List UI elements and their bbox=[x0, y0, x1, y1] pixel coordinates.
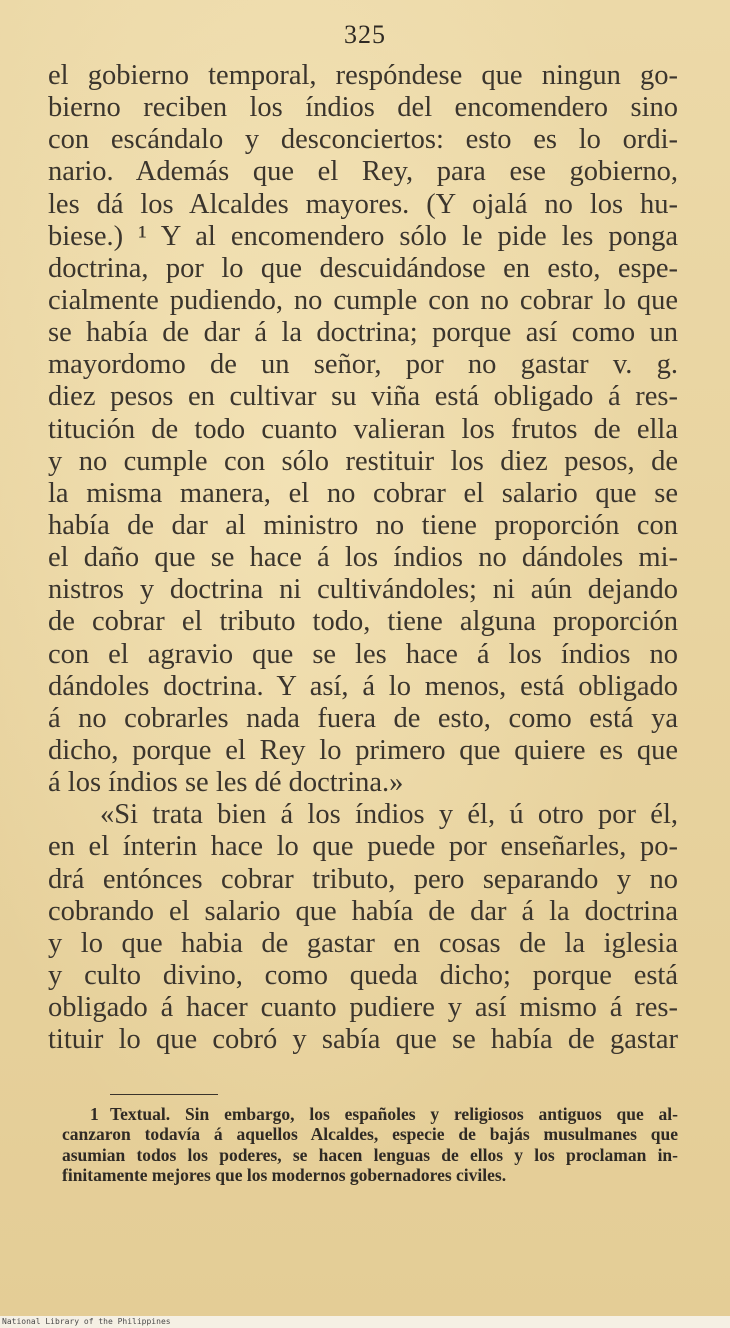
library-watermark: National Library of the Philippines bbox=[0, 1316, 730, 1328]
paragraph-end-line: á los índios se les dé doctrina.» bbox=[48, 767, 404, 799]
text-line: nario. Además que el Rey, para ese gobierno, bbox=[48, 156, 678, 188]
text-line: biese.) ¹ Y al encomendero sólo le pide les ponga bbox=[48, 220, 678, 252]
footnote-line: asumian todos los poderes, se hacen lenguas de ellos y los proclaman in- bbox=[62, 1144, 678, 1165]
text-line: bierno reciben los índios del encomendero sino bbox=[48, 92, 678, 124]
text-line: doctrina, por lo que descuidándose en esto, espe- bbox=[48, 252, 678, 284]
text-line: la misma manera, el no cobrar el salario que se bbox=[48, 477, 678, 509]
body-text bbox=[48, 60, 678, 1056]
text-line: y culto divino, como queda dicho; porque está bbox=[48, 959, 678, 991]
text-line: había de dar al ministro no tiene proporción con bbox=[48, 509, 678, 541]
text-line: titución de todo cuanto valieran los frutos de ella bbox=[48, 413, 678, 445]
text-line: de cobrar el tributo todo, tiene alguna proporción bbox=[48, 606, 678, 638]
footnote-divider bbox=[110, 1094, 218, 1095]
text-line: les dá los Alcaldes mayores. (Y ojalá no los hu- bbox=[48, 188, 678, 220]
footnote-line-text: Textual. Sin embargo, los españoles y religiosos antiguos que al- bbox=[110, 1104, 678, 1124]
footnote-mark: 1 bbox=[90, 1104, 99, 1124]
footnote-line: canzaron todavía á aquellos Alcaldes, especie de bajás musulmanes que bbox=[62, 1124, 678, 1145]
text-line: y no cumple con sólo restituir los diez pesos, de bbox=[48, 445, 678, 477]
text-line: cialmente pudiendo, no cumple con no cobrar lo que bbox=[48, 284, 678, 316]
text-line: nistros y doctrina ni cultivándoles; ni aún dejando bbox=[48, 574, 678, 606]
footnote-line bbox=[62, 1104, 678, 1124]
footnote bbox=[62, 1104, 678, 1185]
text-line: se había de dar á la doctrina; porque así como un bbox=[48, 317, 678, 349]
text-line: mayordomo de un señor, por no gastar v. g. bbox=[48, 349, 678, 381]
text-line: á no cobrarles nada fuera de esto, como está ya bbox=[48, 702, 678, 734]
text-line: con el agravio que se les hace á los índios no bbox=[48, 638, 678, 670]
text-line: el daño que se hace á los índios no dándoles mi- bbox=[48, 542, 678, 574]
text-line: dicho, porque el Rey lo primero que quiere es que bbox=[48, 734, 678, 766]
text-line: tituir lo que cobró y sabía que se había de gastar bbox=[48, 1024, 678, 1056]
footnote-line: finitamente mejores que los modernos gobernadores civiles. bbox=[62, 1164, 507, 1185]
text-line: diez pesos en cultivar su viña está obligado á res- bbox=[48, 381, 678, 413]
text-line: el gobierno temporal, respóndese que ningun go- bbox=[48, 60, 678, 91]
text-line: en el ínterin hace lo que puede por enseñarles, po- bbox=[48, 831, 678, 863]
text-line: con escándalo y desconciertos: esto es lo ordi- bbox=[48, 124, 678, 156]
text-line: cobrando el salario que había de dar á la doctrina bbox=[48, 895, 678, 927]
text-line: drá entónces cobrar tributo, pero separando y no bbox=[48, 863, 678, 895]
paragraph-start-line: «Si trata bien á los índios y él, ú otro por él, bbox=[100, 799, 678, 831]
text-line: obligado á hacer cuanto pudiere y así mismo á res- bbox=[48, 992, 678, 1024]
text-line: dándoles doctrina. Y así, á lo menos, está obligado bbox=[48, 670, 678, 702]
page-number: 325 bbox=[344, 20, 386, 49]
text-line: y lo que habia de gastar en cosas de la iglesia bbox=[48, 927, 678, 959]
